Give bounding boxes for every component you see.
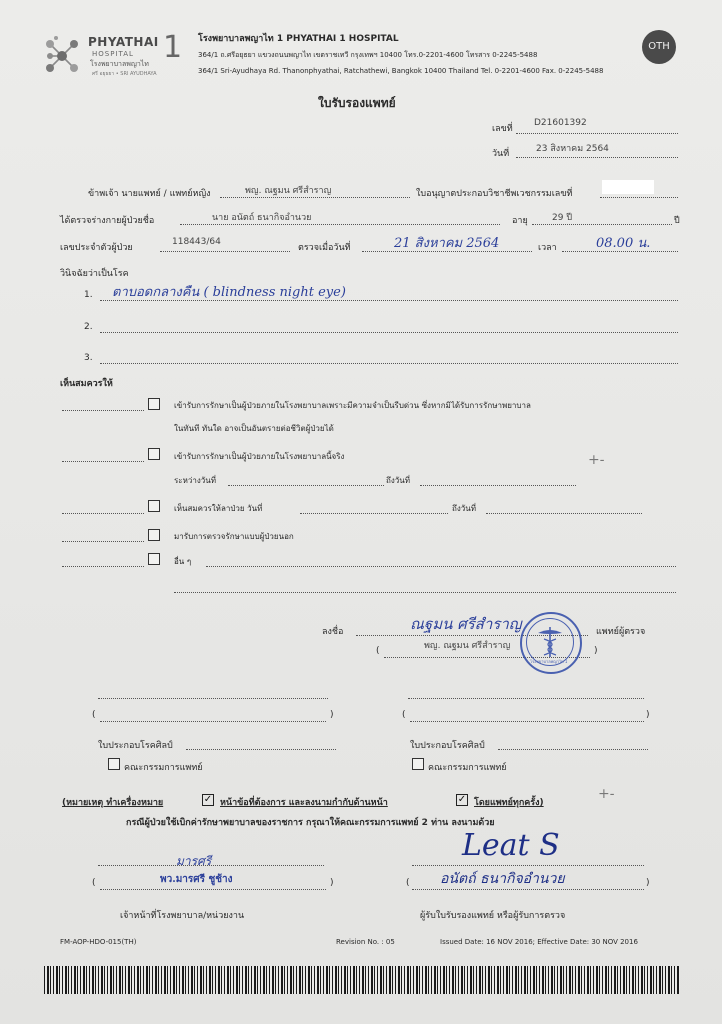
option-5-mark-line — [62, 566, 144, 567]
option-1-checkbox[interactable] — [148, 398, 160, 410]
committee-left-open: ( — [92, 710, 96, 720]
option-4-mark-line — [62, 541, 144, 542]
address-th: 364/1 ถ.ศรีอยุธยา แขวงถนนพญาไท เขตราชเทวี กรุงเทพฯ 10400 โทร.0-2201-4600 โทรสาร 0-2245-5488 — [198, 51, 538, 59]
committee-left-checkbox-label: คณะกรรมการแพทย์ — [124, 763, 203, 773]
remark-mark: +- — [598, 786, 615, 802]
option-1-text-b: ในทันที ทันใด อาจเป็นอันตรายต่อชีวิตผู้ป่วยได้ — [174, 424, 334, 433]
option-2-mark-line — [62, 461, 144, 462]
time-line — [562, 251, 678, 252]
officer-signature: มารศรี — [176, 854, 212, 868]
committee-right-checkbox-label: คณะกรรมการแพทย์ — [428, 763, 507, 773]
number-label: เลขที่ — [492, 124, 513, 134]
patient-label: ได้ตรวจร่างกายผู้ป่วยชื่อ — [60, 216, 155, 226]
option-2-from-line — [228, 485, 384, 486]
option-1-mark-line — [62, 410, 144, 411]
number-line — [516, 133, 678, 134]
option-3-checkbox[interactable] — [148, 500, 160, 512]
hospital-stamp — [520, 612, 582, 674]
age-value: 29 ปี — [552, 213, 573, 223]
logo-sub: HOSPITAL — [92, 50, 134, 58]
sign-printed: พญ. ณฐมน ศรีสำราญ — [424, 641, 511, 651]
diagnosis-num-2: 2. — [84, 322, 93, 332]
exam-label: ตรวจเมื่อวันที่ — [298, 243, 351, 253]
diagnosis-line-2 — [100, 332, 678, 333]
exam-date: 21 สิงหาคม 2564 — [394, 236, 500, 251]
sign-label: ลงชื่อ — [322, 627, 344, 637]
option-2-slash: +- — [588, 452, 605, 468]
doctor-line — [220, 197, 410, 198]
remark-check-2: ✓ — [457, 794, 467, 805]
stamp-text: โรงพยาบาลพญาไท 1 — [530, 659, 568, 664]
barcode — [44, 966, 680, 994]
option-3-from-line — [300, 513, 448, 514]
date-line — [516, 157, 678, 158]
hn-value: 118443/64 — [172, 237, 221, 247]
option-4-text: มารับการตรวจรักษาแบบผู้ป่วยนอก — [174, 532, 294, 541]
committee-right-license-line — [498, 749, 648, 750]
license-line — [600, 197, 678, 198]
time-label: เวลา — [538, 243, 557, 253]
option-2-checkbox[interactable] — [148, 448, 160, 460]
option-3-text: เห็นสมควรให้ลาป่วย วันที่ — [174, 504, 263, 513]
committee-left-sign-line — [98, 698, 328, 699]
committee-right-checkbox[interactable] — [412, 758, 424, 770]
remark-check-1: ✓ — [203, 794, 213, 805]
committee-right-open: ( — [402, 710, 406, 720]
receiver-signature: Leat S — [462, 828, 560, 863]
logo-number: 1 — [163, 30, 183, 65]
committee-right-license: ใบประกอบโรคศิลป์ — [410, 741, 485, 751]
officer-close: ) — [330, 878, 334, 888]
logo-tag: ศรี อยุธยา • SRI AYUDHAYA — [92, 71, 157, 77]
molecule-logo-icon — [42, 36, 84, 76]
issued-date: Issued Date: 16 NOV 2016; Effective Date: 30 NOV 2016 — [440, 938, 638, 946]
committee-left-close: ) — [330, 710, 334, 720]
option-5-text: อื่น ๆ — [174, 557, 192, 566]
hospital-logo — [42, 30, 192, 80]
committee-left-license: ใบประกอบโรคศิลป์ — [98, 741, 173, 751]
committee-right-name-line — [410, 721, 644, 722]
receiver-open: ( — [406, 878, 410, 888]
diagnosis-label: วินิจฉัยว่าเป็นโรค — [60, 269, 129, 279]
option-1-text-a: เข้ารับการรักษาเป็นผู้ป่วยภายในโรงพยาบาลเพราะมีความจำเป็นรีบด่วน ซึ่งหากมิได้รับการรักษาพยาบาล — [174, 401, 531, 410]
committee-left-license-line — [186, 749, 336, 750]
hn-line — [160, 251, 290, 252]
hospital-name: โรงพยาบาลพญาไท 1 PHYATHAI 1 HOSPITAL — [198, 34, 399, 44]
receiver-role: ผู้รับใบรับรองแพทย์ หรือผู้รับการตรวจ — [420, 911, 566, 921]
remark-part1: (หมายเหตุ ทำเครื่องหมาย — [62, 798, 164, 808]
logo-thai: โรงพยาบาลพญาไท — [90, 60, 149, 68]
option-3-to-label: ถึงวันที่ — [452, 504, 476, 513]
age-line — [532, 224, 672, 225]
exam-line — [362, 251, 532, 252]
diagnosis-1: ตาบอดกลางคืน ( blindness night eye) — [112, 285, 346, 300]
officer-sign-line — [98, 865, 324, 866]
oth-badge — [642, 30, 676, 64]
doctor-signature: ณฐมน ศรีสำราญ — [410, 615, 522, 633]
option-5-checkbox[interactable] — [148, 553, 160, 565]
committee-left-checkbox[interactable] — [108, 758, 120, 770]
remark-part3: โดยแพทย์ทุกครั้ง) — [474, 798, 544, 808]
diagnosis-num-3: 3. — [84, 353, 93, 363]
time-value: 08.00 น. — [596, 236, 651, 251]
sign-role: แพทย์ผู้ตรวจ — [596, 627, 646, 637]
form-code: FM-AOP-HDO-015(TH) — [60, 938, 137, 946]
patient-name: นาย อนัตถ์ ธนากิจอำนวย — [212, 213, 312, 223]
diagnosis-line-3 — [100, 363, 678, 364]
sign-close-paren: ) — [594, 646, 598, 656]
patient-line — [180, 224, 500, 225]
license-redacted — [602, 180, 654, 194]
diagnosis-num-1: 1. — [84, 290, 93, 300]
option-5-line-2 — [174, 592, 676, 593]
caduceus-icon — [535, 625, 565, 659]
remark-line2: กรณีผู้ป่วยใช้เบิกค่ารักษาพยาบาลของราชการ กรุณาให้คณะกรรมการแพทย์ 2 ท่าน ลงนามด้วย — [126, 818, 495, 828]
option-2-between-label: ระหว่างวันที่ — [174, 476, 216, 485]
option-3-mark-line — [62, 513, 144, 514]
option-5-line-1 — [206, 566, 676, 567]
sign-open-paren: ( — [376, 646, 380, 656]
option-2-text: เข้ารับการรักษาเป็นผู้ป่วยภายในโรงพยาบาลนี้จริง — [174, 452, 345, 461]
officer-role: เจ้าหน้าที่โรงพยาบาล/หน่วยงาน — [120, 911, 245, 921]
remark-part2: หน้าข้อที่ต้องการ และลงนามกำกับด้านหน้า — [220, 798, 388, 808]
revision: Revision No. : 05 — [336, 938, 395, 946]
diagnosis-line-1 — [100, 300, 678, 301]
receiver-name-line — [412, 889, 644, 890]
receiver-printed: อนัตถ์ ธนากิจอำนวย — [440, 871, 565, 887]
document-title: ใบรับรองแพทย์ — [318, 96, 396, 110]
hn-label: เลขประจำตัวผู้ป่วย — [60, 243, 133, 253]
officer-name-line — [100, 889, 326, 890]
opinion-label: เห็นสมควรให้ — [60, 379, 113, 389]
option-2-to-line — [420, 485, 576, 486]
receiver-close: ) — [646, 878, 650, 888]
option-2-to-label: ถึงวันที่ — [386, 476, 410, 485]
date-value: 23 สิงหาคม 2564 — [536, 144, 609, 154]
doctor-name: พญ. ณฐมน ศรีสำราญ — [245, 186, 332, 196]
address-en: 364/1 Sri-Ayudhaya Rd. Thanonphyathai, Ratchathewi, Bangkok 10400 Thailand Tel. 0-2201-4600 Fax. 0-2245-5488 — [198, 67, 604, 75]
officer-printed: พว.มารศรี ชูช้าง — [160, 874, 233, 885]
committee-right-sign-line — [408, 698, 644, 699]
receiver-sign-line — [412, 865, 644, 866]
officer-open: ( — [92, 878, 96, 888]
oth-badge-text: OTH — [648, 41, 670, 52]
date-label: วันที่ — [492, 149, 510, 159]
number-value: D21601392 — [534, 118, 587, 128]
age-unit: ปี — [674, 216, 680, 226]
option-4-checkbox[interactable] — [148, 529, 160, 541]
license-label: ใบอนุญาตประกอบวิชาชีพเวชกรรมเลขที่ — [416, 189, 573, 199]
doctor-label: ข้าพเจ้า นายแพทย์ / แพทย์หญิง — [88, 189, 211, 199]
option-3-to-line — [486, 513, 642, 514]
age-label: อายุ — [512, 216, 528, 226]
committee-right-close: ) — [646, 710, 650, 720]
committee-left-name-line — [100, 721, 326, 722]
logo-brand: PHYATHAI — [88, 35, 159, 49]
